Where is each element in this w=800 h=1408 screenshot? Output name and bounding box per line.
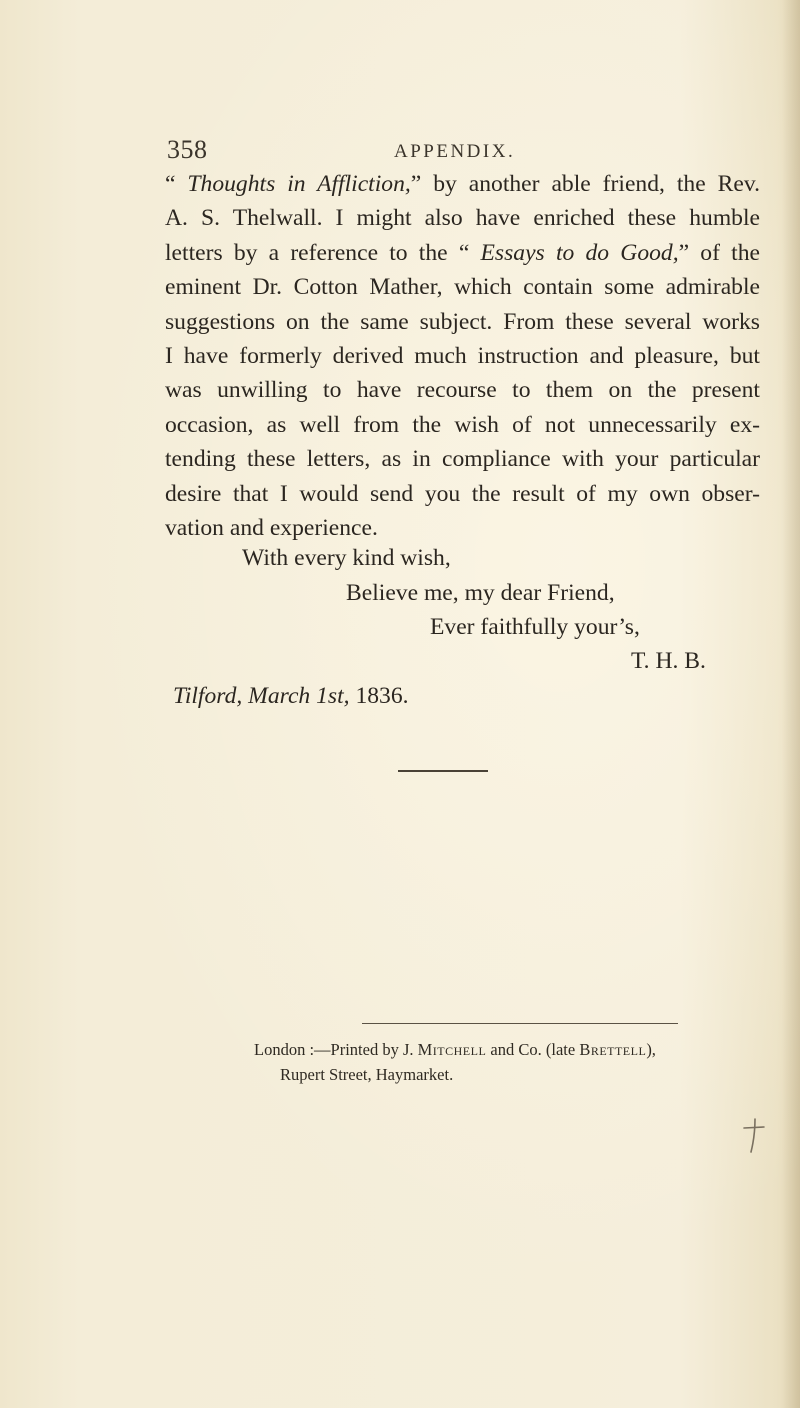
closing-line-3: Ever faithfully your’s,: [430, 614, 640, 640]
imprint-suffix: ),: [646, 1040, 656, 1059]
body-line-3-after: ” of the: [678, 239, 760, 266]
running-head: APPENDIX.: [394, 141, 516, 162]
body-line-2: A. S. Thelwall. I might also have enriched these humble: [165, 205, 760, 232]
body-line-10: desire that I would send you the result of my own obser-: [165, 480, 760, 507]
pencil-mark-icon: [740, 1116, 770, 1156]
imprint-middle: and Co. (late: [486, 1040, 580, 1059]
body-line-11: vation and experience.: [165, 515, 378, 542]
body-line-5: suggestions on the same subject. From these several works: [165, 308, 760, 335]
body-line-9: tending these letters, as in compliance with your particular: [165, 446, 760, 473]
body-line-1-rest: ” by another able friend, the Rev.: [410, 171, 760, 197]
page-edge-shadow: [782, 0, 800, 1408]
body-line-7: was unwilling to have recourse to them on the present: [165, 377, 760, 404]
imprint-former-printer: Brettell: [579, 1040, 647, 1059]
imprint-rule: [362, 1023, 678, 1024]
body-line-3-before: letters by a reference to the “: [165, 239, 481, 266]
closing-line-2: Believe me, my dear Friend,: [346, 580, 615, 606]
signature-initials: T. H. B.: [631, 648, 706, 674]
end-rule: [398, 770, 488, 772]
printer-imprint: [254, 1037, 656, 1087]
dateline: [173, 683, 409, 710]
imprint-printer: Mitchell: [417, 1040, 487, 1059]
work-title-essays-to-do-good: Essays to do Good,: [480, 239, 679, 266]
body-line-4: eminent Dr. Cotton Mather, which contain some admirable: [165, 274, 760, 301]
body-line-1: [165, 167, 760, 201]
body-line-3: [165, 236, 760, 270]
body-line-6: I have formerly derived much instruction and pleasure, but: [165, 343, 760, 370]
closing-line-1: With every kind wish,: [242, 545, 451, 571]
dateline-place: Tilford, March 1st,: [173, 683, 350, 709]
body-line-8: occasion, as well from the wish of not unnecessarily ex-: [165, 411, 760, 438]
letter-body: [165, 167, 760, 545]
imprint-prefix: London :—Printed by J.: [254, 1040, 418, 1059]
dateline-year: 1836.: [349, 683, 409, 709]
work-title-thoughts-in-affliction: Thoughts in Affliction,: [187, 171, 411, 197]
quote-open: “: [165, 171, 188, 197]
page-number: 358: [167, 135, 208, 164]
imprint-address: Rupert Street, Haymarket.: [280, 1065, 454, 1084]
